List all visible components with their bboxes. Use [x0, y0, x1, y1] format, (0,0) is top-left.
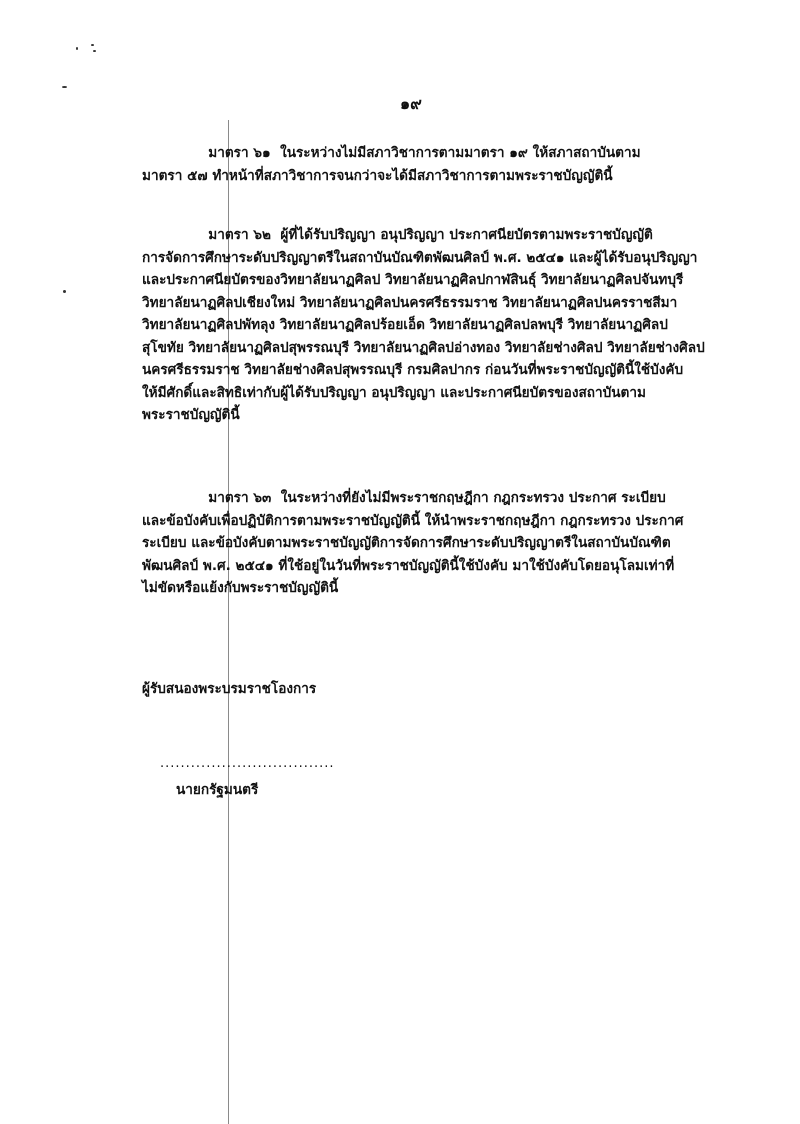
text-line: พัฒนศิลป์ พ.ศ. ๒๕๔๑ ที่ใช้อยู่ในวันที่พระราชบัญญัตินี้ใช้บังคับ มาใช้บังคับโดยอนุโลมเท่าที่ — [142, 557, 675, 574]
text-line: มาตรา ๖๓ ในระหว่างที่ยังไม่มีพระราชกฤษฎีกา กฎกระทรวง ประกาศ ระเบียบ — [142, 490, 666, 506]
text-line: นครศรีธรรมราช วิทยาลัยช่างศิลปสุพรรณบุรี กรมศิลปากร ก่อนวันที่พระราชบัญญัตินี้ใช้บังคับ — [142, 362, 684, 378]
section-62-paragraph — [142, 224, 705, 427]
scan-speck — [93, 50, 96, 52]
text-line: วิทยาลัยนาฏศิลปเชียงใหม่ วิทยาลัยนาฏศิลปนครศรีธรรมราช วิทยาลัยนาฏศิลปนครราชสีมา — [142, 294, 678, 311]
scan-speck — [76, 47, 78, 50]
section-63-paragraph — [142, 487, 683, 600]
scan-speck — [91, 44, 94, 46]
text-line: มาตรา ๖๒ ผู้ที่ได้รับปริญญา อนุปริญญา ประกาศนียบัตรตามพระราชบัญญัติ — [142, 227, 653, 243]
text-line: ไม่ขัดหรือแย้งกับพระราชบัญญัตินี้ — [142, 580, 339, 596]
text-line: สุโขทัย วิทยาลัยนาฏศิลปสุพรรณบุรี วิทยาลัยนาฏศิลปอ่างทอง วิทยาลัยช่างศิลป วิทยาลัยช่างศิลป — [142, 339, 705, 356]
text-line: วิทยาลัยนาฏศิลปพัทลุง วิทยาลัยนาฏศิลปร้อยเอ็ด วิทยาลัยนาฏศิลปลพบุรี วิทยาลัยนาฏศิลป — [142, 317, 668, 333]
text-line: และข้อบังคับเพื่อปฏิบัติการตามพระราชบัญญัตินี้ ให้นำพระราชกฤษฎีกา กฎกระทรวง ประกาศ — [142, 512, 684, 529]
scan-speck — [63, 290, 66, 293]
text-line: และประกาศนียบัตรของวิทยาลัยนาฏศิลป วิทยาลัยนาฏศิลปกาฬสินธุ์ วิทยาลัยนาฏศิลปจันทบุรี — [142, 272, 684, 288]
countersign-label: ผู้รับสนองพระบรมราชโองการ — [142, 681, 317, 697]
text-line: มาตรา ๖๑ ในระหว่างไม่มีสภาวิชาการตามมาตรา ๑๙ ให้สภาสถาบันตาม — [142, 145, 641, 161]
prime-minister-title: นายกรัฐมนตรี — [176, 782, 259, 798]
scan-speck — [62, 86, 67, 88]
page-number: ๑๙ — [400, 94, 422, 113]
text-line: ให้มีศักดิ์และสิทธิเท่ากับผู้ได้รับปริญญา อนุปริญญา และประกาศนียบัตรของสถาบันตาม — [142, 384, 646, 401]
text-line: ระเบียบ และข้อบังคับตามพระราชบัญญัติการจัดการศึกษาระดับปริญญาตรีในสถาบันบัณฑิต — [142, 535, 671, 551]
signature-line: .................................. — [160, 756, 335, 771]
text-line: การจัดการศึกษาระดับปริญญาตรีในสถาบันบัณฑิตพัฒนศิลป์ พ.ศ. ๒๕๔๑ และผู้ได้รับอนุปริญญา — [142, 249, 698, 266]
text-line: มาตรา ๕๗ ทำหน้าที่สภาวิชาการจนกว่าจะได้มีสภาวิชาการตามพระราชบัญญัตินี้ — [142, 167, 613, 184]
section-61-paragraph — [142, 142, 641, 187]
text-line: พระราชบัญญัตินี้ — [142, 407, 240, 423]
